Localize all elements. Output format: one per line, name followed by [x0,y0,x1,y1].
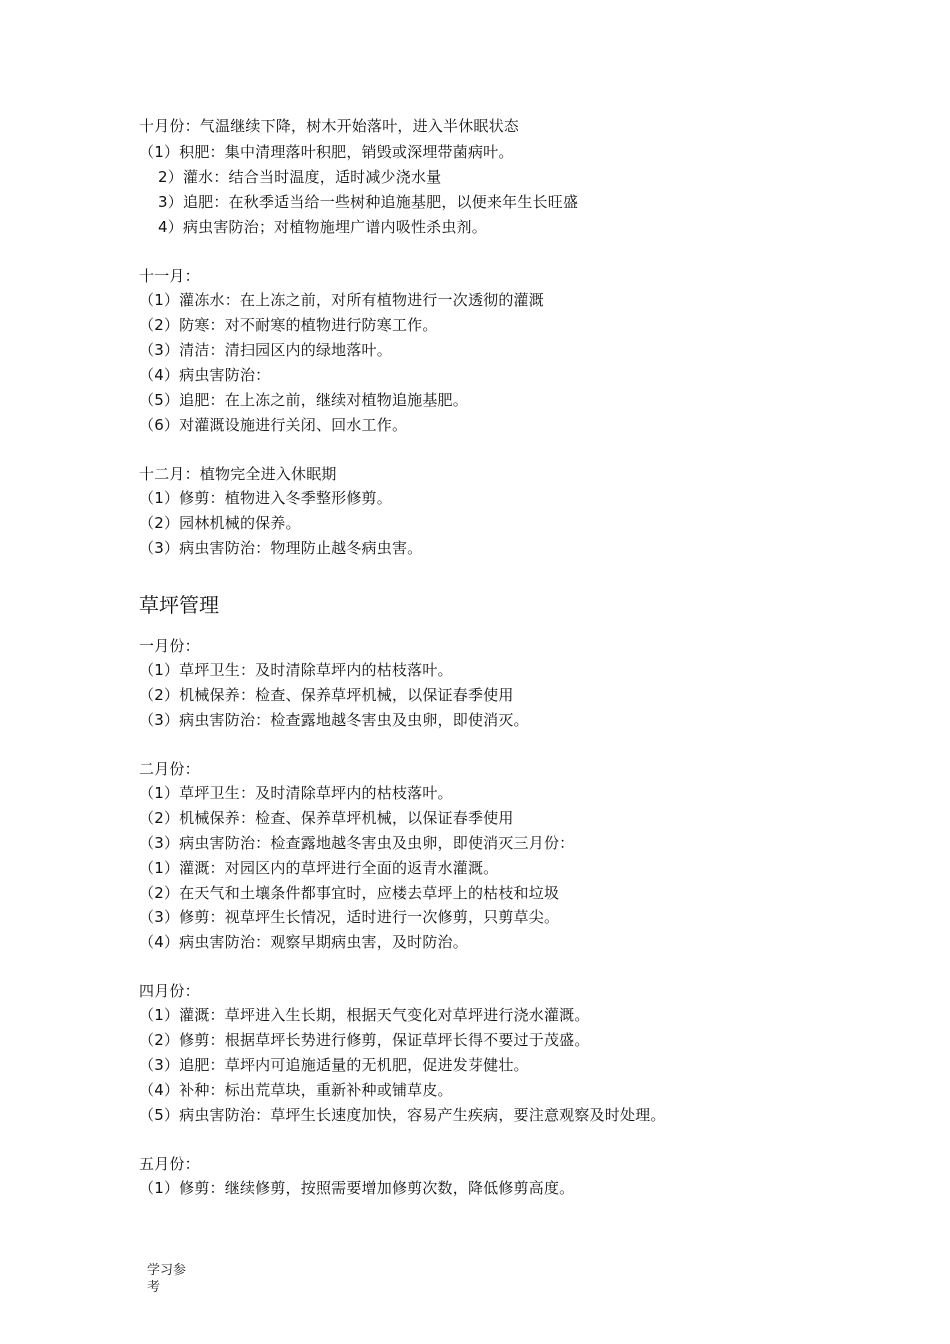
february-title: 二月份： [139,760,200,778]
april-item: （2）修剪：根据草坪长势进行修剪，保证草坪长得不要过于茂盛。 [139,1031,590,1049]
may-item: （1）修剪：继续修剪，按照需要增加修剪次数，降低修剪高度。 [139,1179,575,1197]
november-item: （1）灌冻水：在上冻之前，对所有植物进行一次透彻的灌溉 [139,291,544,309]
december-title: 十二月：植物完全进入休眠期 [139,465,337,483]
january-item: （2）机械保养：检查、保养草坪机械，以保证春季使用 [139,686,514,704]
february-item: （1）灌溉：对园区内的草坪进行全面的返青水灌溉。 [139,859,499,877]
april-item: （3）追肥：草坪内可追施适量的无机肥，促进发芽健壮。 [139,1056,529,1074]
december-item: （3）病虫害防治：物理防止越冬病虫害。 [139,539,423,557]
october-item: 4）病虫害防治；对植物施埋广谱内吸性杀虫剂。 [158,218,487,236]
november-item: （2）防寒：对不耐寒的植物进行防寒工作。 [139,316,438,334]
january-item: （1）草坪卫生：及时清除草坪内的枯枝落叶。 [139,661,453,679]
february-item: （1）草坪卫生：及时清除草坪内的枯枝落叶。 [139,784,453,802]
may-title: 五月份： [139,1155,200,1173]
section-heading-lawn: 草坪管理 [139,593,219,617]
april-item: （1）灌溉：草坪进入生长期，根据天气变化对草坪进行浇水灌溉。 [139,1006,590,1024]
january-title: 一月份： [139,637,200,655]
october-item: 3）追肥：在秋季适当给一些树种追施基肥，以便来年生长旺盛 [158,193,579,211]
april-item: （5）病虫害防治：草坪生长速度加快，容易产生疾病，要注意观察及时处理。 [139,1106,666,1124]
february-item: （4）病虫害防治：观察早期病虫害，及时防治。 [139,933,468,951]
december-item: （2）园林机械的保养。 [139,514,301,532]
december-item: （1）修剪：植物进入冬季整形修剪。 [139,489,392,507]
page-footer: 学习参考 [147,1263,187,1295]
october-item: 2）灌水：结合当时温度，适时减少浇水量 [158,168,442,186]
november-item: （6）对灌溉设施进行关闭、回水工作。 [139,416,408,434]
november-item: （4）病虫害防治： [139,366,271,384]
november-item: （3）清洁：清扫园区内的绿地落叶。 [139,341,392,359]
november-title: 十一月： [139,267,200,285]
january-item: （3）病虫害防治：检查露地越冬害虫及虫卵，即使消灭。 [139,711,529,729]
february-item: （2）在天气和土壤条件都事宜时，应楼去草坪上的枯枝和垃圾 [139,884,560,902]
april-title: 四月份： [139,982,200,1000]
october-item: （1）积肥：集中清理落叶积肥，销毁或深埋带菌病叶。 [139,143,514,161]
october-title: 十月份：气温继续下降，树木开始落叶，进入半休眠状态 [139,117,520,135]
february-item: （3）病虫害防治：检查露地越冬害虫及虫卵，即使消灭三月份： [139,834,575,852]
february-item: （3）修剪：视草坪生长情况，适时进行一次修剪，只剪草尖。 [139,908,560,926]
february-item: （2）机械保养：检查、保养草坪机械，以保证春季使用 [139,809,514,827]
november-item: （5）追肥：在上冻之前，继续对植物追施基肥。 [139,391,468,409]
april-item: （4）补种：标出荒草块，重新补种或铺草皮。 [139,1081,453,1099]
